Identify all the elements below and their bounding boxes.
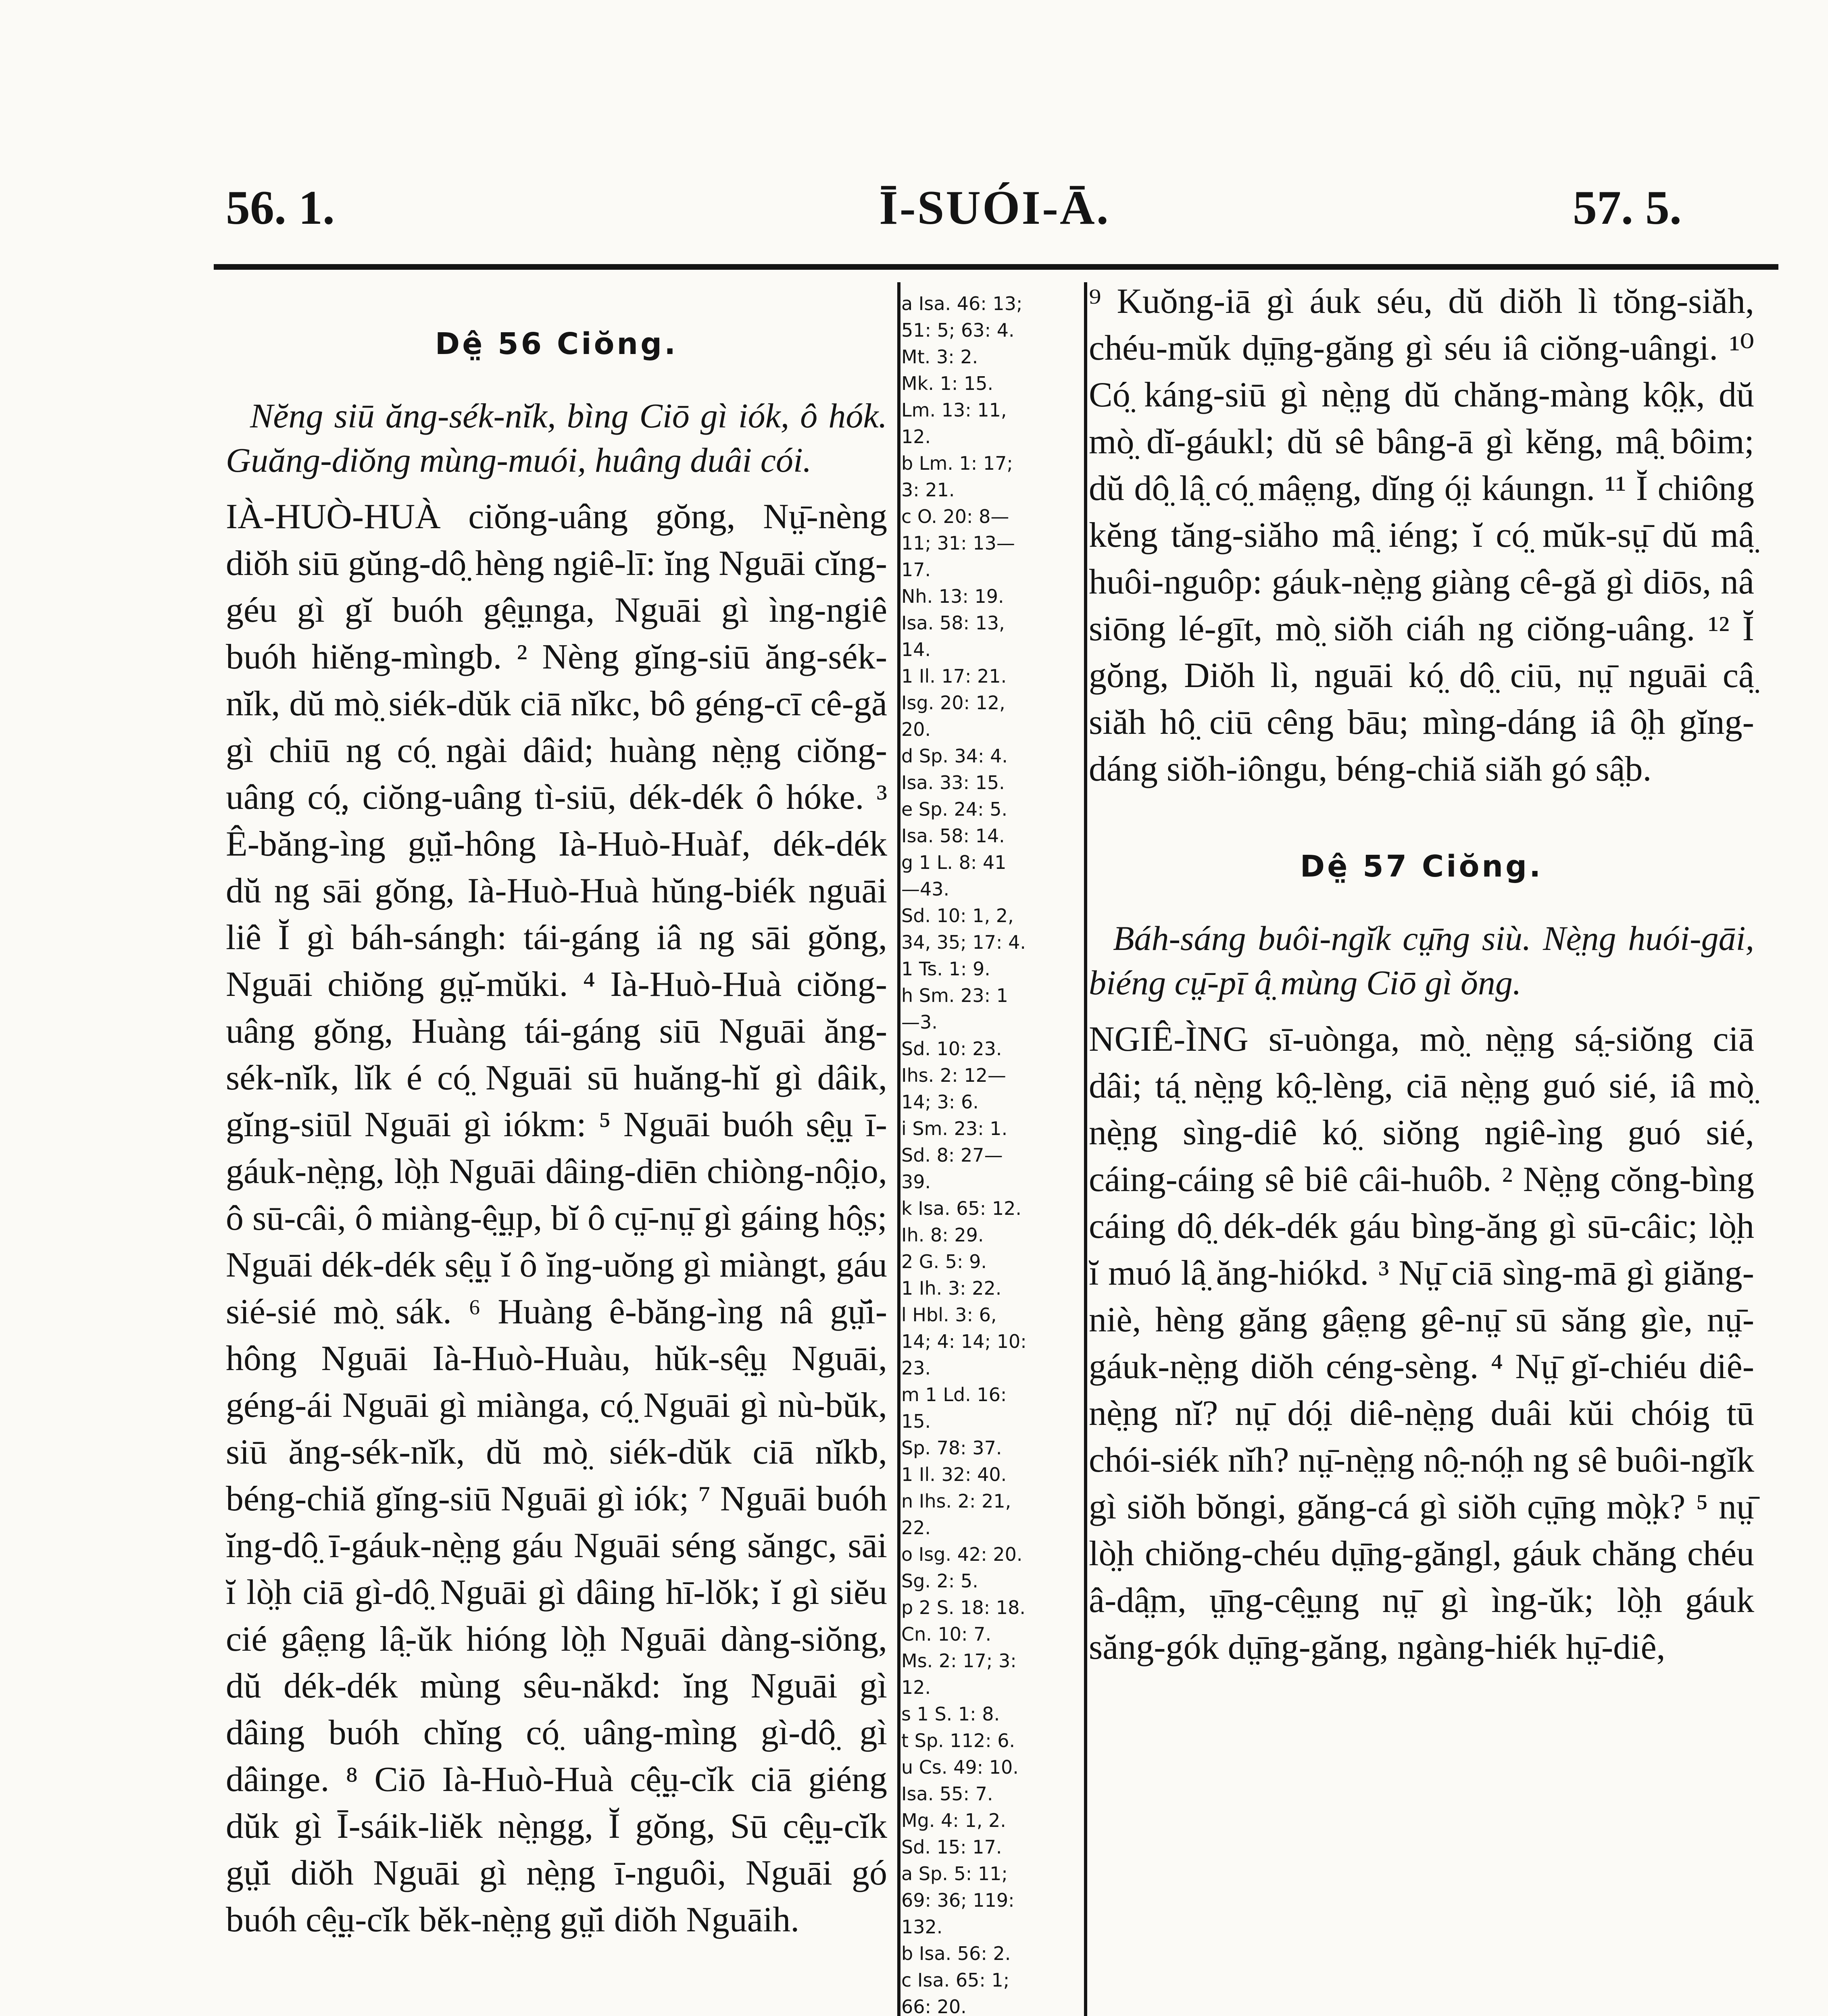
cross-reference-line: 39. [901,1171,931,1193]
cross-reference-line: 34, 35; 17: 4. [901,931,1026,953]
cross-reference-line: 51: 5; 63: 4. [901,319,1015,341]
cross-reference-line: Isa. 58: 14. [901,825,1005,847]
cross-reference-line: l Hbl. 3: 6, [901,1304,997,1326]
chapter-57-heading: Dê̤ 57 Ciŏng. [1300,849,1543,884]
cross-reference-line: m 1 Ld. 16: [901,1384,1007,1406]
cross-reference-line: p 2 S. 18: 18. [901,1597,1026,1618]
chapter-56-heading: Dê̤ 56 Ciŏng. [435,327,678,361]
cross-reference-line: Cn. 10: 7. [901,1623,992,1645]
cross-reference-line: u Cs. 49: 10. [901,1756,1019,1778]
cross-reference-line: 15. [901,1410,931,1432]
cross-reference-line: —43. [901,878,950,900]
cross-reference-line: b Lm. 1: 17; [901,452,1013,474]
cross-reference-line: 1 Ih. 3: 22. [901,1277,1002,1299]
cross-reference-line: Isa. 58: 13, [901,612,1005,634]
cross-reference-line: 11; 31: 13— [901,532,1015,554]
cross-reference-line: g 1 L. 8: 41 [901,852,1007,873]
cross-reference-line: Isa. 55: 7. [901,1783,993,1805]
cross-reference-line: b Isa. 56: 2. [901,1943,1011,1964]
cross-reference-line: e Sp. 24: 5. [901,798,1008,820]
cross-reference-line: 3: 21. [901,479,955,501]
cross-reference-line: Sd. 15: 17. [901,1836,1002,1858]
cross-reference-line: Sd. 8: 27— [901,1144,1003,1166]
cross-reference-line: k Isa. 65: 12. [901,1198,1022,1219]
cross-reference-line: Ihs. 2: 12— [901,1064,1006,1086]
cross-reference-line: 1 Il. 32: 40. [901,1464,1007,1485]
cross-reference-line: 69: 36; 119: [901,1889,1015,1911]
cross-reference-line: 12. [901,1677,931,1698]
cross-reference-line: Ms. 2: 17; 3: [901,1650,1017,1672]
cross-reference-line: h Sm. 23: 1 [901,985,1008,1006]
cross-reference-line: 2 G. 5: 9. [901,1251,987,1272]
cross-reference-line: 23. [901,1357,931,1379]
right-column [1089,278,1754,1671]
cross-reference-line: 1 Il. 17: 21. [901,665,1007,687]
cross-reference-line: 66: 20. [901,1996,967,2016]
cross-reference-line: Sd. 10: 1, 2, [901,905,1014,927]
cross-reference-line: Mt. 3: 2. [901,346,978,368]
chapter-57-text: NGIÊ-ÌNG sī-uòngа, mò̤ nè̤ng sá̤-siŏng ciā dâi; tá̤ nè̤ng kô̤-lèng, ciā nè̤ng guó sié, iâ mò̤ nè̤ng sìng-diê kó̤ siŏng ngiê-ìng guó sié, cáing-cáing sê biê câi-huôb. ² Nè̤ng cŏng-bìng cáing dô̤ dék-dék gáu bìng-ăng gì sū-câic; lò̤h ĭ muó lâ̤ ăng-hiókd. ³ Nṳ̄ ciā sìng-mā gì giăng-niè, hèng găng gâe̤ng gê-nṳ̄ sū săng gìe, nṳ̄-gáuk-nè̤ng diŏh céng-sèng. ⁴ Nṳ̄ gĭ-chiéu diê-nè̤ng nĭ? nṳ̄ dó̤i diê-nè̤ng duâi kŭi chóig tū chói-siék nĭh? nṳ̄-nè̤ng nô̤-nó̤h ng sê buôi-ngĭk gì siŏh bŏngi, găng-cá gì siŏh cṳ̄ng mò̤k? ⁵ nṳ̄ lò̤h chiŏng-chéu dṳ̄ng-găngl, gáuk chăng chéu â-dâ̤m, ṳ̄ng-cê̤ṳng nṳ̄ gì ìng-ŭk; lò̤h gáuk săng-gók dṳ̄ng-găng, ngàng-hiék hṳ̄-diê, [1089,1020,1754,1667]
cross-reference-line: i Sm. 23: 1. [901,1118,1008,1139]
column-divider-right [1084,282,1087,2016]
header-right-reference: 57. 5. [1573,181,1682,234]
cross-reference-line: Isa. 33: 15. [901,772,1005,793]
cross-reference-line: Sd. 10: 23. [901,1038,1002,1060]
cross-reference-line: Lm. 13: 11, [901,399,1007,421]
cross-reference-line: Ih. 8: 29. [901,1224,984,1246]
header-rule [214,264,1778,270]
cross-reference-line: Sg. 2: 5. [901,1570,978,1592]
cross-reference-line: Sp. 78: 37. [901,1437,1002,1459]
cross-reference-line: Mk. 1: 15. [901,373,994,394]
cross-reference-line: 14; 4: 14; 10: [901,1331,1027,1352]
column-divider-left [897,282,900,2016]
cross-reference-line: 1 Ts. 1: 9. [901,958,990,980]
cross-reference-line: 14. [901,639,931,660]
cross-reference-line: —3. [901,1011,938,1033]
chapter-56-text: IÀ-HUÒ-HUÀ ciŏng-uâng gŏng, Nṳ̄-nèng diŏh siū gŭng-dô̤ hèng ngiê-lī: ĭng Nguāi cĭng-géu gì gĭ buóh gê̤ṳnga, Nguāi gì ìng-ngiê buóh hiĕng-mìngb. ² Nèng gĭng-siū ăng-sék-nĭk, dŭ mò̤ siék-dŭk ciā nĭkc, bô géng-cī cê-gă gì chiū ng có̤ ngài dâid; huàng nè̤ng ciŏng-uâng có̤, ciŏng-uâng tì-siū, dék-dék ô hóke. ³ Ê-băng-ìng gṳ̆i-hông Ià-Huò-Huàf, dék-dék dŭ ng sāi gŏng, Ià-Huò-Huà hŭng-biék nguāi liê Ĭ gì báh-sángh: tái-gáng iâ ng sāi gŏng, Nguāi chiŏng gṳ̆-mŭki. ⁴ Ià-Huò-Huà ciŏng-uâng gŏng, Huàng tái-gáng siū Nguāi ăng-sék-nĭk, lĭk é có̤ Nguāi sū huăng-hĭ gì dâik, gĭng-siūl Nguāi gì iókm: ⁵ Nguāi buóh sê̤ṳ ī-gáuk-nè̤ng, lò̤h Nguāi dâing-diēn chiòng-nô̤io, ô sū-câi, ô miàng-ê̤ṳp, bĭ ô cṳ̄-nṳ̄ gì gáing hô̤s; Nguāi dék-dék sê̤ṳ ĭ ô ĭng-uŏng gì miàngt, gáu sié-sié mò̤ sák. ⁶ Huàng ê-băng-ìng nâ gṳ̆i-hông Nguāi Ià-Huò-Huàu, hŭk-sê̤ṳ Nguāi, géng-ái Nguāi gì miànga, có̤ Nguāi gì nù-bŭk, siū ăng-sék-nĭk, dŭ mò̤ siék-dŭk ciā nĭkb, béng-chiă gĭng-siū Nguāi gì iók; ⁷ Nguāi buóh ĭng-dô̤ ī-gáuk-nè̤ng gáu Nguāi séng săngc, sāi ĭ lò̤h ciā gì-dô̤ Nguāi gì dâing hī-lŏk; ĭ gì siĕu cié gâe̤ng lâ̤-ŭk hióng lò̤h Nguāi dàng-siŏng, dŭ dék-dék mùng sêu-năkd: ĭng Nguāi gì dâing buóh chĭng có̤ uâng-mìng gì-dô̤ gì dâinge. ⁸ Ciō Ià-Huò-Huà cê̤ṳ-cĭk ciā giéng dŭk gì Ī-sáik-liĕk nè̤ngg, Ĭ gŏng, Sū cê̤ṳ-cĭk gṳ̆i diŏh Nguāi gì nè̤ng ī-nguôi, Nguāi gó buóh cê̤ṳ-cĭk bĕk-nè̤ng gṳ̆i diŏh Nguāih. [226,497,887,1939]
cross-reference-line: 20. [901,719,931,740]
chapter-56-summary: Nĕng siū ăng-sék-nĭk, bìng Ciō gì iók, ô hók. Guăng-diŏng mùng-muói, huâng duâi cói. [226,396,887,479]
cross-reference-line: c Isa. 65: 1; [901,1969,1010,1991]
chapter-56-text-continued: ⁹ Kuŏng-iā gì áuk séu, dŭ diŏh lì tŏng-siăh, chéu-mŭk dṳ̄ng-găng gì séu iâ ciŏng-uângi. ¹⁰ Có̤ káng-siū gì nè̤ng dŭ chăng-màng kô̤k, dŭ mò̤ dĭ-gáukl; dŭ sê bâng-ā gì kĕng, mâ̤ bôim; dŭ dô̤ lâ̤ có̤ mâe̤ng, dĭng ó̤i káungn. ¹¹ Ĭ chiông kĕng tăng-siăho mâ̤ iéng; ĭ có̤ mŭk-sṳ̄ dŭ mâ̤ huôi-nguôp: gáuk-nè̤ng giàng cê-gă gì diōs, nâ siōng lé-gīt, mò̤ siŏh ciáh ng ciŏng-uâng. ¹² Ĭ gŏng, Diŏh lì, nguāi kó̤ dô̤ ciū, nṳ̄ nguāi câ̤ siăh hô̤ ciū cêng bāu; mìng-dáng iâ ô̤h gĭng-dáng siŏh-iôngu, béng-chiă siăh gó sâ̤b. [1089,282,1754,789]
cross-reference-line: s 1 S. 1: 8. [901,1703,1000,1725]
cross-reference-line: 17. [901,559,931,581]
book-title: Ī-SUÓI-Ā. [879,181,1110,234]
left-column [226,310,887,1943]
chapter-57-summary: Báh-sáng buôi-ngĭk cṳ̄ng siù. Nè̤ng huói-gāi, biéng cṳ̄-pī â̤ mùng Ciō gì ŏng. [1089,919,1754,1002]
cross-reference-line: 22. [901,1517,931,1539]
cross-reference-line: 132. [901,1916,943,1938]
cross-reference-line: n Ihs. 2: 21, [901,1490,1011,1512]
cross-reference-line: Nh. 13: 19. [901,585,1004,607]
cross-reference-line: 14; 3: 6. [901,1091,979,1113]
cross-reference-line: 12. [901,426,931,448]
cross-reference-line: Isg. 20: 12, [901,692,1005,714]
cross-reference-column [901,290,1079,2016]
cross-reference-line: c O. 20: 8— [901,506,1009,527]
cross-reference-line: o Isg. 42: 20. [901,1543,1023,1565]
cross-reference-line: t Sp. 112: 6. [901,1730,1015,1752]
header-left-reference: 56. 1. [226,181,335,234]
cross-reference-line: a Isa. 46: 13; [901,293,1023,314]
cross-reference-line: Mg. 4: 1, 2. [901,1810,1006,1831]
cross-reference-line: d Sp. 34: 4. [901,745,1008,767]
cross-reference-line: a Sp. 5: 11; [901,1863,1008,1885]
